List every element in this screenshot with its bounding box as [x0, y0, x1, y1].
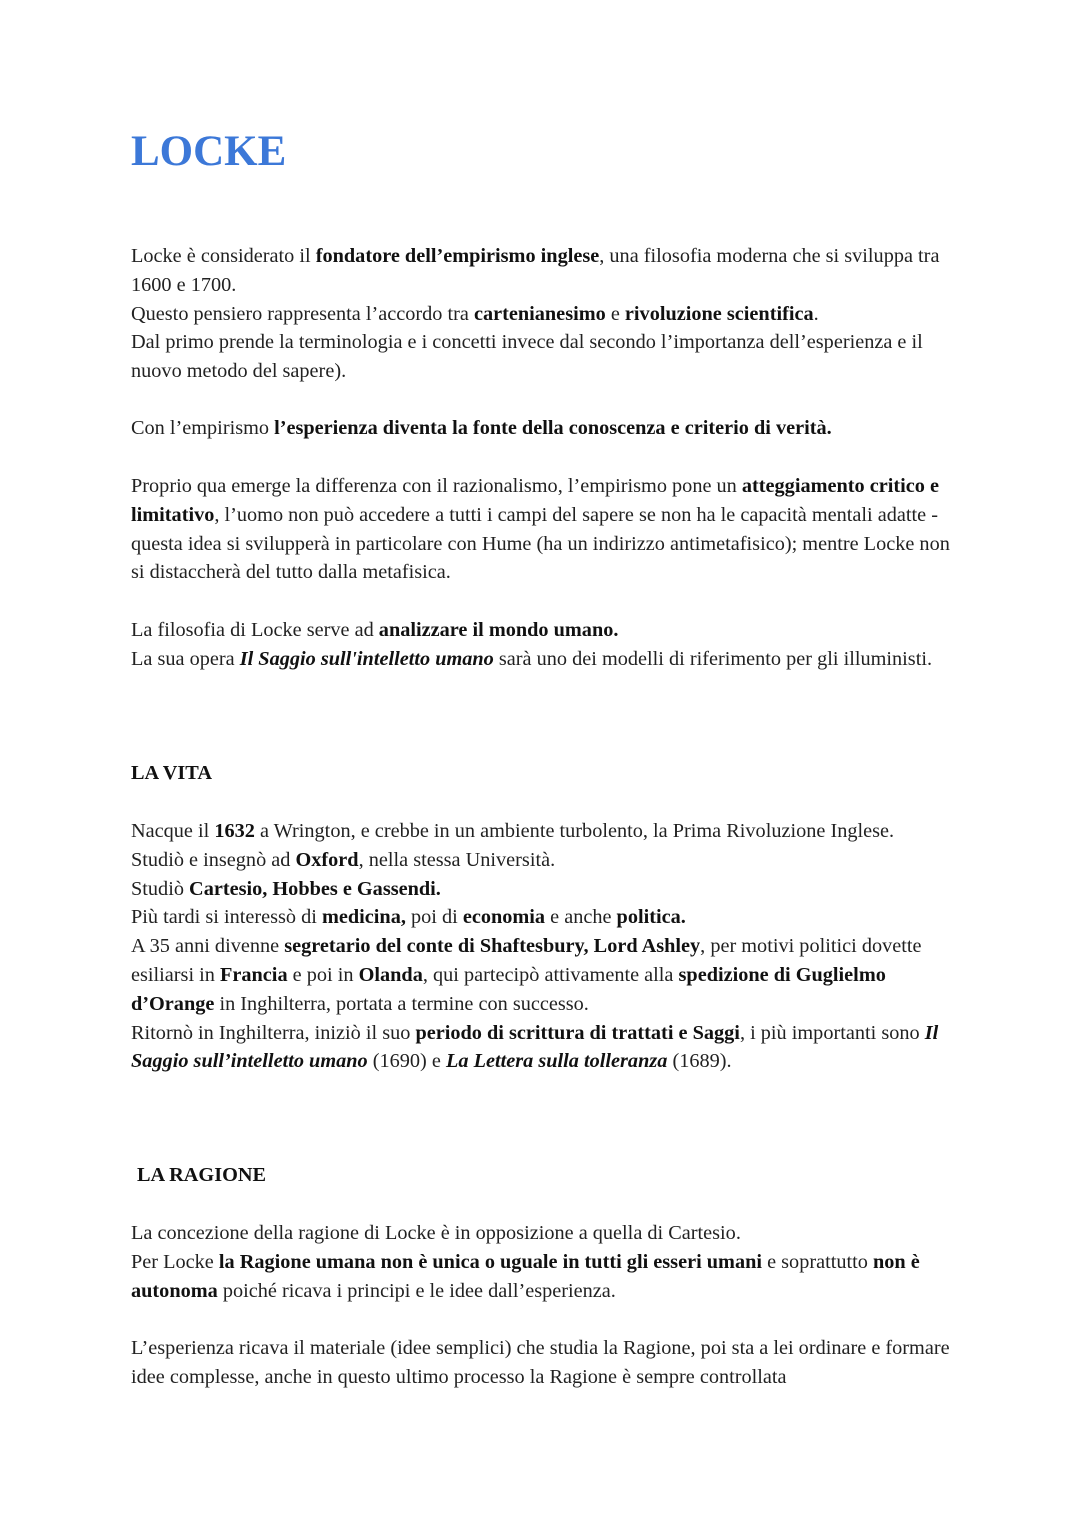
filosofia-paragraph: La filosofia di Locke serve ad analizzare il mondo umano. La sua opera Il Saggio sull'intelletto umano sarà uno dei modelli di riferimento per gli illuministi. [131, 619, 933, 670]
ragione-line-1: La concezione della ragione di Locke è in opposizione a quella di Cartesio. [131, 1222, 741, 1244]
intro-section [131, 242, 961, 386]
section-heading-vita: LA VITA [131, 762, 212, 784]
vita-section [131, 817, 961, 1076]
ragione-section [131, 1219, 961, 1305]
vita-line-2: Studiò e insegnò ad Oxford, nella stessa Università. [131, 848, 556, 871]
vita-line-4: Più tardi si interessò di medicina, poi di economia e anche politica. [131, 906, 686, 929]
page-title: LOCKE [131, 128, 287, 175]
intro-paragraph-2: Questo pensiero rappresenta l’accordo tra cartenianesimo e rivoluzione scientifica. [131, 302, 819, 325]
razionalismo-paragraph: Proprio qua emerge la differenza con il razionalismo, l’empirismo pone un atteggiamento critico e limitativo, l’uomo non può accedere a tutti i campi del sapere se non ha le capacità mentali adatte - questa idea si svilupperà in particolare con Hume (ha un indirizzo antimetafisico); mentre Locke non si distaccherà del tutto dalla metafisica. [131, 475, 950, 584]
empirismo-paragraph: Con l’empirismo l’esperienza diventa la fonte della conoscenza e criterio di verità. [131, 417, 832, 439]
ragione-line-2: Per Locke la Ragione umana non è unica o uguale in tutti gli esseri umani e soprattutto non è autonoma poiché ricava i principi e le idee dall’esperienza. [131, 1250, 920, 1302]
ragione-paragraph-2: L’esperienza ricava il materiale (idee semplici) che studia la Ragione, poi sta a lei ordinare e formare idee complesse, anche in questo ultimo processo la Ragione è sempre controllata [131, 1337, 950, 1388]
vita-line-5: A 35 anni divenne segretario del conte di Shaftesbury, Lord Ashley, per motivi politici dovette esiliarsi in Francia e poi in Olanda, qui partecipò attivamente alla spedizione di Guglielmo d’Orange in Inghilterra, portata a termine con successo. [131, 935, 922, 1015]
vita-line-6: Ritornò in Inghilterra, iniziò il suo periodo di scrittura di trattati e Saggi, i più importanti sono Il Saggio sull’intelletto umano (1690) e La Lettera sulla tolleranza (1689). [131, 1021, 939, 1073]
intro-paragraph-3: Dal primo prende la terminologia e i concetti invece dal secondo l’importanza dell’esperienza e il nuovo metodo del sapere). [131, 331, 923, 383]
section-heading-ragione: LA RAGIONE [137, 1164, 267, 1186]
intro-paragraph-1: Locke è considerato il fondatore dell’empirismo inglese, una filosofia moderna che si sviluppa tra 1600 e 1700. [131, 245, 940, 296]
vita-line-1: Nacque il 1632 a Wrington, e crebbe in un ambiente turbolento, la Prima Rivoluzione Inglese. [131, 820, 895, 842]
vita-line-3: Studiò Cartesio, Hobbes e Gassendi. [131, 877, 441, 900]
